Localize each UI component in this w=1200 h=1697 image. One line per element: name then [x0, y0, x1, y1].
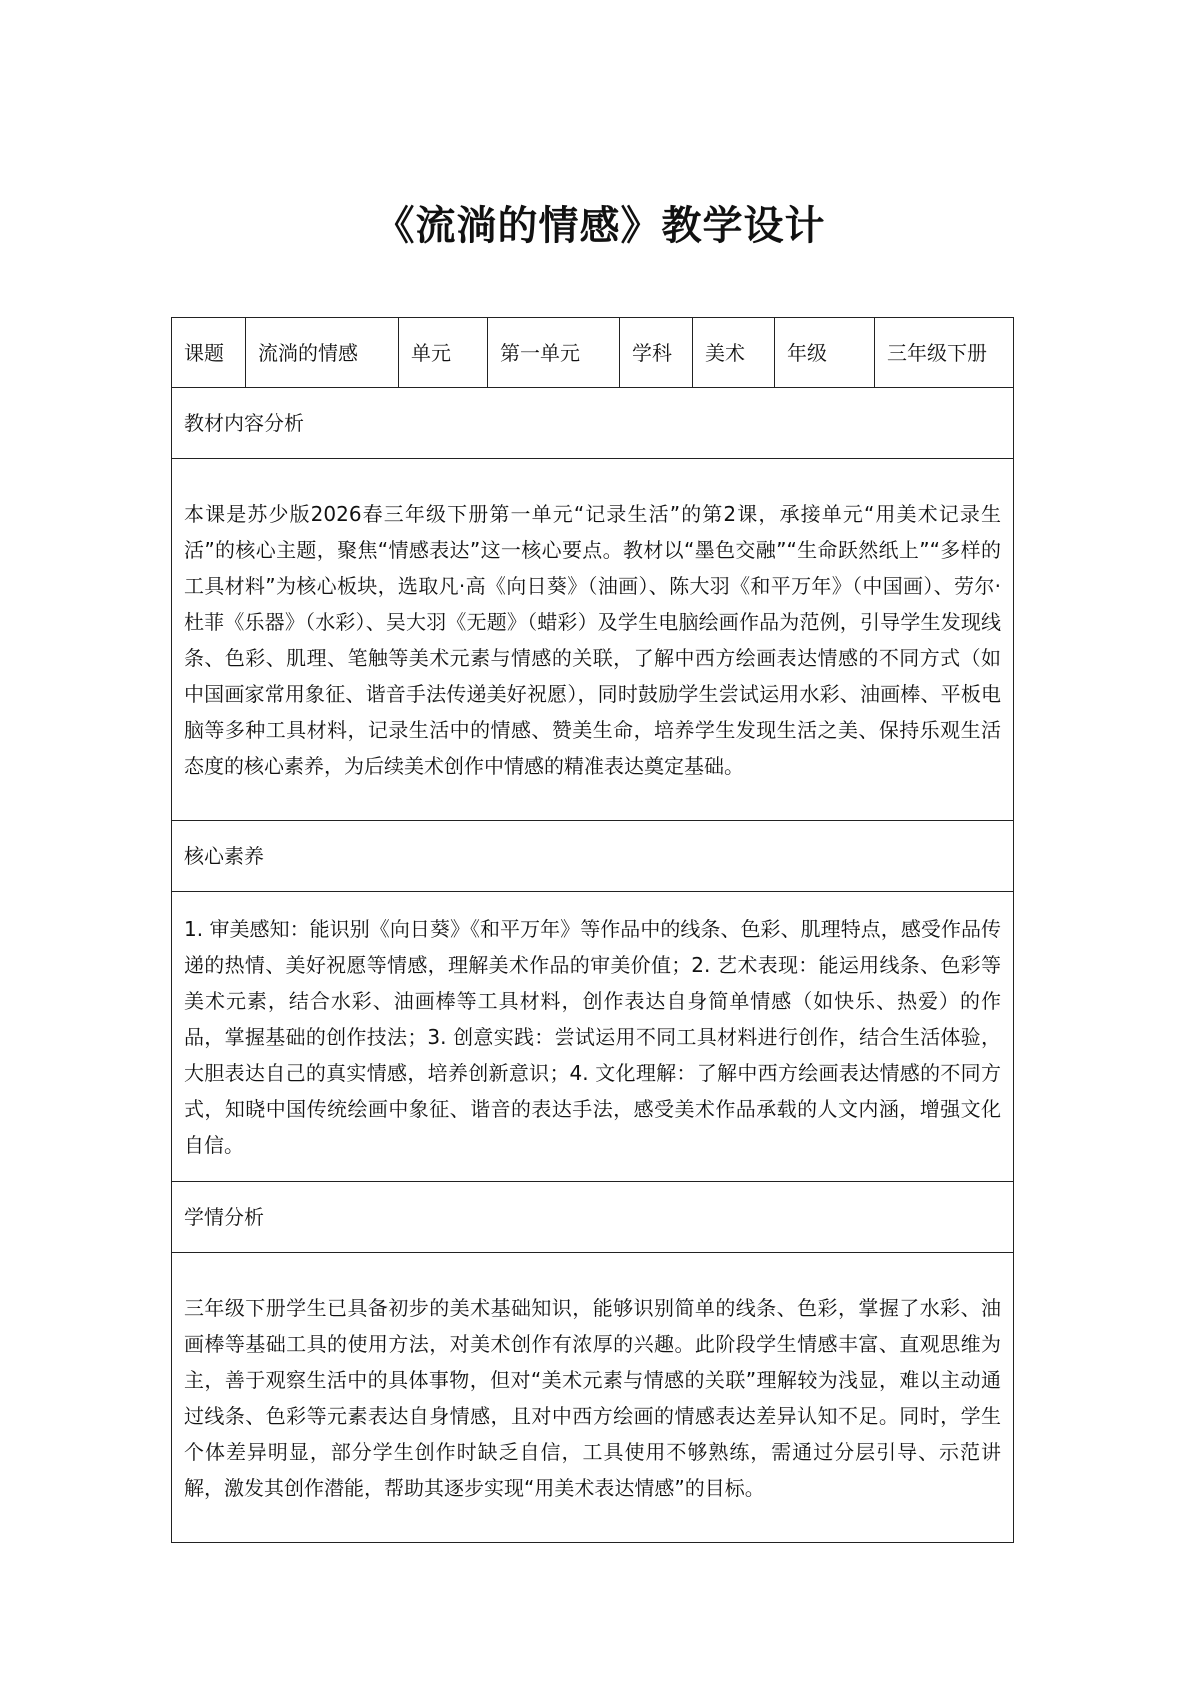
section-body-row	[172, 459, 1014, 821]
unit-label: 单元	[399, 318, 488, 388]
core-literacy-heading: 核心素养	[172, 821, 1014, 892]
lesson-meta-row	[172, 318, 1014, 388]
section-heading-row	[172, 821, 1014, 892]
section-body-row	[172, 892, 1014, 1182]
learner-analysis-text: 三年级下册学生已具备初步的美术基础知识，能够识别简单的线条、色彩，掌握了水彩、油画棒等基础工具的使用方法，对美术创作有浓厚的兴趣。此阶段学生情感丰富、直观思维为主，善于观察生活中的具体事物，但对“美术元素与情感的关联”理解较为浅显，难以主动通过线条、色彩等元素表达自身情感，且对中西方绘画的情感表达差异认知不足。同时，学生个体差异明显，部分学生创作时缺乏自信，工具使用不够熟练，需通过分层引导、示范讲解，激发其创作潜能，帮助其逐步实现“用美术表达情感”的目标。	[172, 1253, 1014, 1543]
grade-value: 三年级下册	[875, 318, 1014, 388]
textbook-analysis-heading: 教材内容分析	[172, 388, 1014, 459]
core-literacy-text: 1. 审美感知：能识别《向日葵》《和平万年》等作品中的线条、色彩、肌理特点，感受作品传递的热情、美好祝愿等情感，理解美术作品的审美价值；2. 艺术表现：能运用线条、色彩等美术元素，结合水彩、油画棒等工具材料，创作表达自身简单情感（如快乐、热爱）的作品，掌握基础的创作技法；3. 创意实践：尝试运用不同工具材料进行创作，结合生活体验，大胆表达自己的真实情感，培养创新意识；4. 文化理解：了解中西方绘画表达情感的不同方式，知晓中国传统绘画中象征、谐音的表达手法，感受美术作品承载的人文内涵，增强文化自信。	[172, 892, 1014, 1182]
section-body-row	[172, 1253, 1014, 1543]
topic-value: 流淌的情感	[246, 318, 399, 388]
section-heading-row	[172, 388, 1014, 459]
textbook-analysis-text: 本课是苏少版2026春三年级下册第一单元“记录生活”的第2课，承接单元“用美术记录生活”的核心主题，聚焦“情感表达”这一核心要点。教材以“墨色交融”“生命跃然纸上”“多样的工具材料”为核心板块，选取凡·高《向日葵》（油画）、陈大羽《和平万年》（中国画）、劳尔·杜菲《乐器》（水彩）、吴大羽《无题》（蜡彩）及学生电脑绘画作品为范例，引导学生发现线条、色彩、肌理、笔触等美术元素与情感的关联，了解中西方绘画表达情感的不同方式（如中国画家常用象征、谐音手法传递美好祝愿），同时鼓励学生尝试运用水彩、油画棒、平板电脑等多种工具材料，记录生活中的情感、赞美生命，培养学生发现生活之美、保持乐观生活态度的核心素养，为后续美术创作中情感的精准表达奠定基础。	[172, 459, 1014, 821]
lesson-design-table	[171, 317, 1014, 1543]
document-title: 《流淌的情感》教学设计	[374, 203, 826, 249]
learner-analysis-heading: 学情分析	[172, 1182, 1014, 1253]
topic-label: 课题	[172, 318, 246, 388]
subject-label: 学科	[620, 318, 693, 388]
subject-value: 美术	[693, 318, 775, 388]
section-heading-row	[172, 1182, 1014, 1253]
unit-value: 第一单元	[488, 318, 620, 388]
grade-label: 年级	[775, 318, 875, 388]
